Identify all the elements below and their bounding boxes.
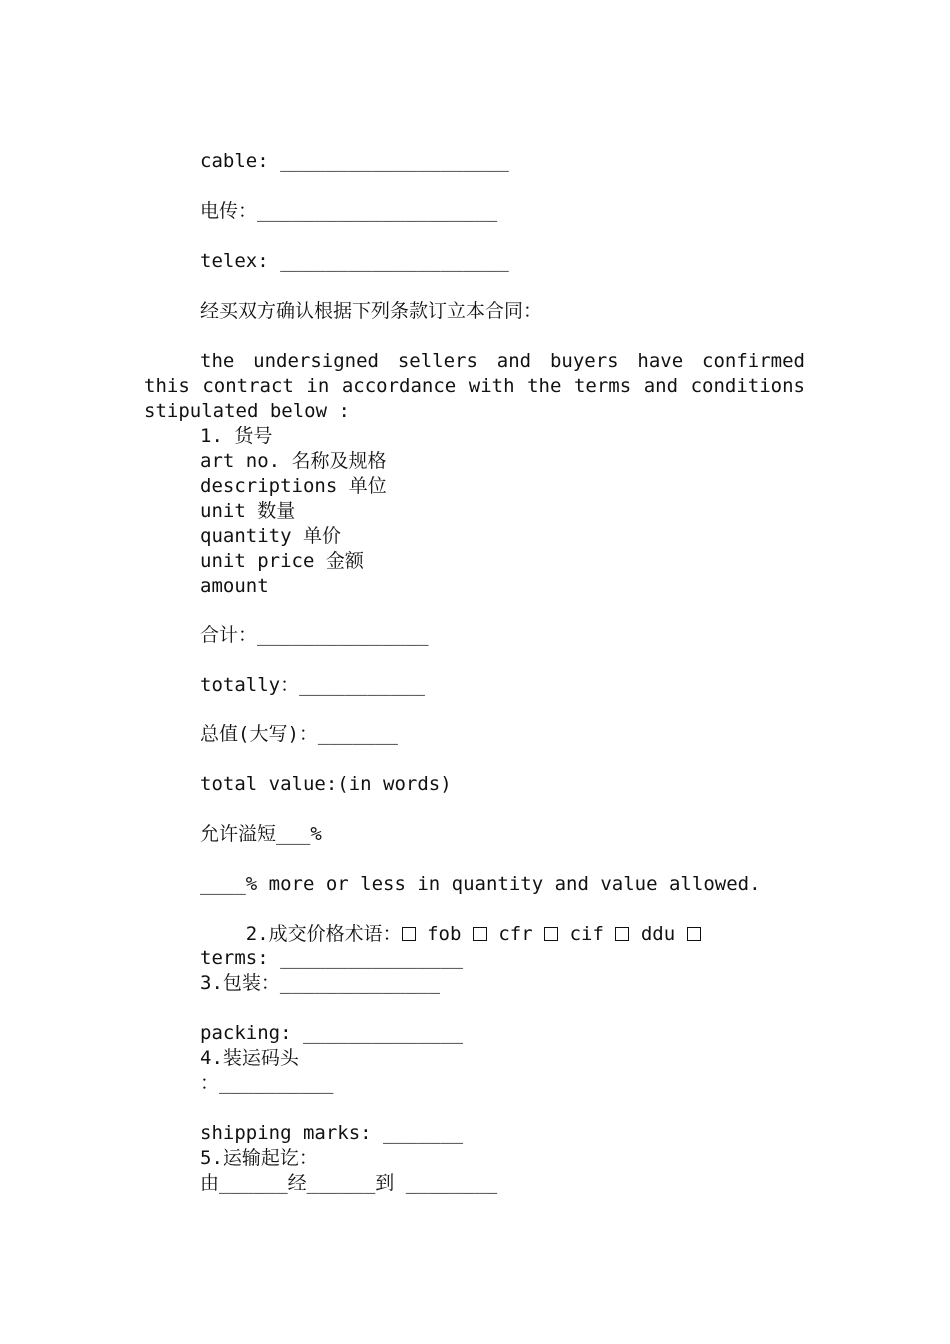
cfr-checkbox[interactable] (544, 927, 558, 941)
price-terms-label: 2.成交价格术语： (245, 923, 402, 945)
cif-option: cif (569, 923, 604, 945)
cif-checkbox[interactable] (615, 927, 629, 941)
item1-line-5: quantity 单价 (200, 525, 341, 547)
checkbox[interactable] (402, 927, 416, 941)
fob-option: fob (427, 923, 462, 945)
ddu-option: ddu (640, 923, 676, 945)
ddu-checkbox[interactable] (687, 927, 701, 941)
totally-line: totally：___________ (200, 674, 425, 696)
cfr-option: cfr (498, 923, 533, 945)
shipping-port-blank: ：__________ (200, 1072, 334, 1094)
transport-route-line: 由______经______到 ________ (200, 1172, 498, 1194)
terms-line: terms: ________________ (200, 947, 464, 969)
item1-line-3: descriptions 单位 (200, 475, 387, 497)
transport-label: 5.运输起讫： (200, 1147, 318, 1169)
fob-checkbox[interactable] (473, 927, 487, 941)
item1-line-7: amount (200, 575, 269, 597)
packing-zh-line: 3.包装：______________ (200, 972, 441, 994)
intro-zh: 经买双方确认根据下列条款订立本合同： (200, 300, 543, 322)
total-value-en-line: total value:(in words) (200, 773, 452, 795)
cable-line: cable: ____________________ (200, 150, 509, 172)
telex-line: telex: ____________________ (200, 250, 509, 272)
price-terms-line (200, 897, 701, 945)
allowance-en-line: ____% more or less in quantity and value allowed. (200, 873, 761, 895)
total-value-zh-line: 总值(大写)：_______ (200, 723, 398, 745)
item1-line-6: unit price 金额 (200, 550, 364, 572)
item1-line-1: 1. 货号 (200, 425, 273, 447)
total-zh-line: 合计：_______________ (200, 624, 429, 646)
packing-en-line: packing: ______________ (200, 1022, 464, 1044)
telegraph-line: 电传：_____________________ (200, 200, 498, 222)
item1-line-4: unit 数量 (200, 500, 296, 522)
allowance-zh-line: 允许溢短___% (200, 823, 322, 845)
shipping-port-label: 4.装运码头 (200, 1047, 299, 1069)
intro-en: the undersigned sellers and buyers have confirmed this contract in accordance with the terms and conditions stipulated below : (144, 350, 805, 422)
item1-line-2: art no. 名称及规格 (200, 450, 387, 472)
shipping-marks-line: shipping marks: _______ (200, 1122, 464, 1144)
